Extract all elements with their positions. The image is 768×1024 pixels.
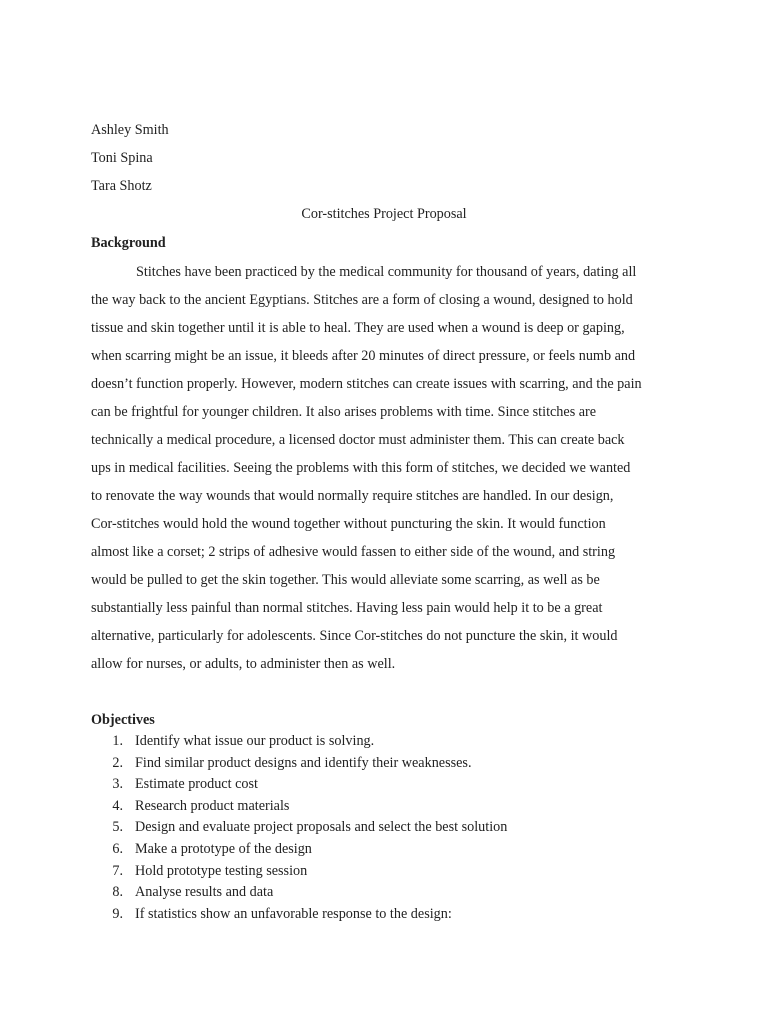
paragraph-line: Cor-stitches would hold the wound together without puncturing the skin. It would function bbox=[91, 516, 606, 532]
paragraph-line: to renovate the way wounds that would normally require stitches are handled. In our design, bbox=[91, 488, 614, 504]
paragraph-line: technically a medical procedure, a licensed doctor must administer them. This can create back bbox=[91, 432, 625, 448]
paragraph-line: Stitches have been practiced by the medical community for thousand of years, dating all bbox=[136, 264, 637, 280]
author-name: Tara Shotz bbox=[91, 178, 152, 194]
paragraph-line: alternative, particularly for adolescents. Since Cor-stitches do not puncture the skin, it would bbox=[91, 628, 618, 644]
list-item-number: 9. bbox=[112, 905, 123, 922]
paragraph-line: almost like a corset; 2 strips of adhesive would fassen to either side of the wound, and string bbox=[91, 544, 616, 560]
paragraph-line: doesn’t function properly. However, modern stitches can create issues with scarring, and the pain bbox=[91, 376, 642, 392]
list-item-number: 7. bbox=[112, 862, 123, 879]
list-item-text: Hold prototype testing session bbox=[135, 862, 308, 879]
author-name: Toni Spina bbox=[91, 150, 153, 166]
list-item-text: Identify what issue our product is solving. bbox=[135, 733, 375, 749]
paragraph-line: tissue and skin together until it is able to heal. They are used when a wound is deep or gaping, bbox=[91, 320, 625, 336]
list-item-number: 8. bbox=[112, 884, 123, 901]
paragraph-line: the way back to the ancient Egyptians. Stitches are a form of closing a wound, designed to hold bbox=[91, 292, 633, 308]
list-item-number: 5. bbox=[112, 819, 123, 836]
author-name: Ashley Smith bbox=[91, 122, 169, 138]
list-item-number: 3. bbox=[112, 776, 123, 793]
list-item-number: 2. bbox=[112, 754, 123, 771]
list-item bbox=[91, 882, 691, 904]
list-item-text: Design and evaluate project proposals and select the best solution bbox=[135, 819, 508, 836]
list-item bbox=[91, 753, 691, 775]
list-item-text: Estimate product cost bbox=[135, 776, 258, 793]
list-item bbox=[91, 861, 691, 883]
objectives-heading: Objectives bbox=[91, 712, 155, 728]
list-item bbox=[91, 774, 691, 796]
list-item bbox=[91, 817, 691, 839]
list-item-text: Make a prototype of the design bbox=[135, 840, 312, 857]
list-item-text: Research product materials bbox=[135, 797, 290, 814]
background-heading: Background bbox=[91, 235, 166, 251]
paragraph-line: would be pulled to get the skin together. This would alleviate some scarring, as well as be bbox=[91, 572, 600, 588]
paragraph-line: when scarring might be an issue, it bleeds after 20 minutes of direct pressure, or feels numb and bbox=[91, 348, 636, 364]
objectives-list bbox=[91, 731, 691, 925]
list-item-number: 6. bbox=[112, 840, 123, 857]
paragraph-line: can be frightful for younger children. It also arises problems with time. Since stitches are bbox=[91, 404, 597, 420]
author-list bbox=[91, 120, 169, 204]
list-item bbox=[91, 839, 691, 861]
list-item-number: 4. bbox=[112, 797, 123, 814]
background-paragraph bbox=[91, 260, 681, 680]
list-item bbox=[91, 904, 691, 926]
list-item-text: If statistics show an unfavorable response to the design: bbox=[135, 905, 452, 922]
list-item bbox=[91, 731, 691, 753]
paragraph-line: ups in medical facilities. Seeing the problems with this form of stitches, we decided we wanted bbox=[91, 460, 631, 476]
list-item bbox=[91, 796, 691, 818]
list-item-text: Analyse results and data bbox=[135, 884, 274, 901]
paragraph-line: allow for nurses, or adults, to administer then as well. bbox=[91, 656, 396, 672]
document-title: Cor-stitches Project Proposal bbox=[301, 206, 467, 222]
list-item-number: 1. bbox=[112, 733, 123, 749]
list-item-text: Find similar product designs and identify their weaknesses. bbox=[135, 754, 472, 771]
paragraph-line: substantially less painful than normal stitches. Having less pain would help it to be a great bbox=[91, 600, 603, 616]
